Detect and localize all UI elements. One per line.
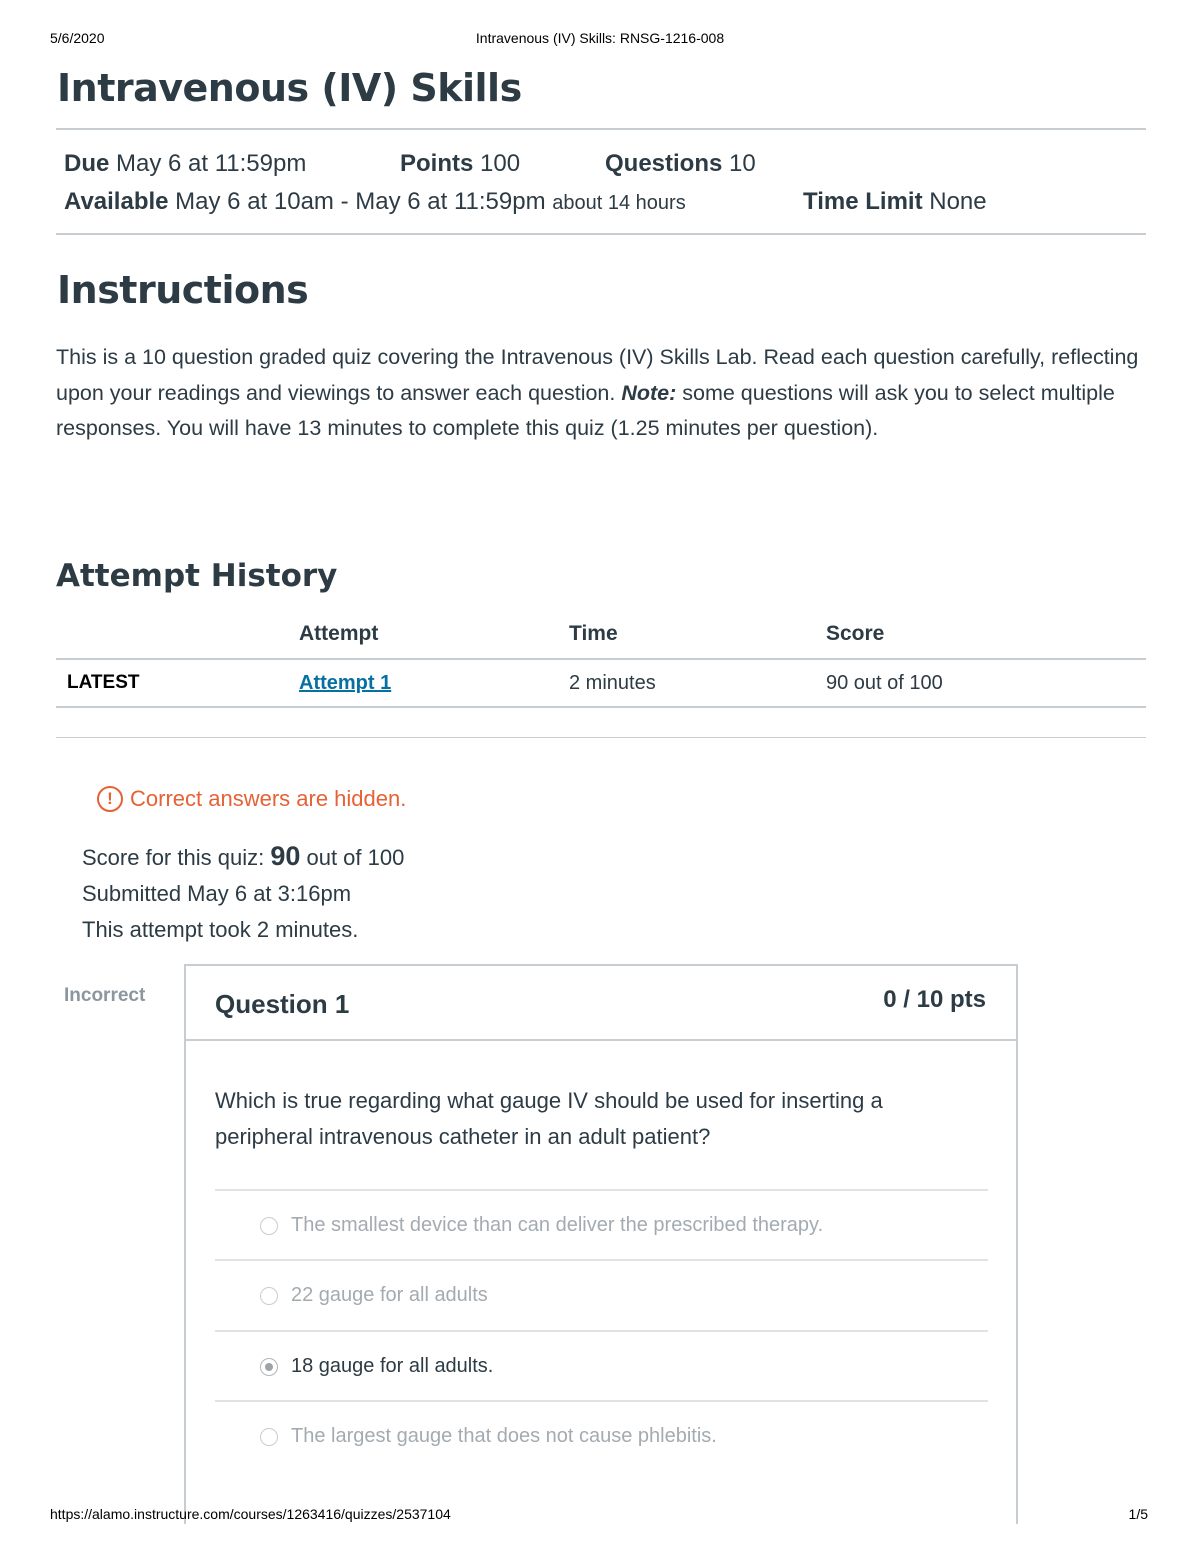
radio-button-selected[interactable] [260, 1358, 278, 1376]
attempt-history-heading: Attempt History [56, 558, 338, 594]
instructions-text-part-2: some questions will ask you to select multiple responses. You will have 13 minutes to complete this quiz (1.25 minutes per question). [56, 380, 1115, 440]
page-title: Intravenous (IV) Skills [57, 66, 522, 110]
attempt-score: 90 out of 100 [826, 672, 943, 694]
answer-option [215, 1259, 988, 1329]
time-limit-info [803, 188, 987, 216]
answer-label: 22 gauge for all adults [291, 1284, 488, 1306]
correct-answers-hidden-notice [97, 786, 406, 812]
submitted-time: Submitted May 6 at 3:16pm [82, 881, 352, 906]
answer-status-label: Incorrect [64, 985, 146, 1006]
radio-button[interactable] [260, 1428, 278, 1446]
answer-label: The smallest device than can deliver the prescribed therapy. [291, 1214, 824, 1236]
hidden-note-text: Correct answers are hidden. [130, 786, 407, 811]
time-limit-value: None [929, 188, 987, 215]
answer-label: The largest gauge that does not cause phlebitis. [291, 1425, 717, 1447]
table-header-rule [56, 658, 1146, 660]
quiz-score [82, 838, 404, 876]
instructions-text [56, 340, 1146, 447]
points-info [400, 150, 520, 178]
answer-option [215, 1400, 988, 1470]
questions-info [605, 150, 756, 178]
attempt-1-link[interactable]: Attempt 1 [299, 672, 392, 694]
instructions-text-part-1: This is a 10 question graded quiz covering the Intravenous (IV) Skills Lab. Read each question carefully, reflecting upon your readings and viewings to answer each question. [56, 345, 1139, 405]
answer-label: 18 gauge for all adults. [291, 1355, 494, 1377]
divider [56, 737, 1146, 738]
print-page-number: 1/5 [1128, 1506, 1148, 1522]
score-prefix: Score for this quiz: [82, 845, 271, 870]
radio-button[interactable] [260, 1287, 278, 1305]
column-header-time: Time [569, 622, 618, 645]
column-header-attempt: Attempt [299, 622, 379, 645]
score-suffix: out of 100 [300, 845, 405, 870]
question-header [186, 966, 1016, 1041]
due-label: Due [64, 150, 110, 177]
available-value: May 6 at 10am - May 6 at 11:59pm [175, 188, 546, 215]
instructions-heading: Instructions [57, 268, 309, 312]
questions-value: 10 [729, 150, 756, 177]
question-title: Question 1 [215, 989, 350, 1019]
print-date: 5/6/2020 [50, 30, 105, 46]
print-header [50, 30, 1150, 50]
available-label: Available [64, 188, 169, 215]
due-value: May 6 at 11:59pm [116, 150, 307, 177]
available-info [64, 188, 686, 216]
instructions-note-label: Note: [621, 380, 677, 405]
score-summary [82, 838, 404, 948]
attempt-time: 2 minutes [569, 672, 656, 694]
column-header-score: Score [826, 622, 885, 645]
warning-icon: ! [97, 786, 123, 812]
divider [56, 233, 1146, 235]
answer-option [215, 1189, 988, 1259]
radio-button[interactable] [260, 1217, 278, 1235]
answer-option-selected [215, 1330, 988, 1400]
available-note: about 14 hours [552, 192, 686, 214]
question-text: Which is true regarding what gauge IV should be used for inserting a peripheral intravenous catheter in an adult patient? [215, 1088, 883, 1149]
questions-label: Questions [605, 150, 723, 177]
attempt-duration: This attempt took 2 minutes. [82, 917, 359, 942]
divider [56, 128, 1146, 130]
points-label: Points [400, 150, 474, 177]
table-row-rule [56, 706, 1146, 708]
print-doc-title: Intravenous (IV) Skills: RNSG-1216-008 [475, 30, 725, 46]
print-url: https://alamo.instructure.com/courses/1263416/quizzes/2537104 [50, 1506, 451, 1522]
time-limit-label: Time Limit [803, 188, 923, 215]
score-value: 90 [270, 841, 301, 871]
latest-badge: LATEST [67, 672, 140, 693]
due-info [64, 150, 306, 178]
question-points: 0 / 10 pts [883, 986, 986, 1013]
points-value: 100 [480, 150, 521, 177]
question-card [184, 964, 1018, 1524]
